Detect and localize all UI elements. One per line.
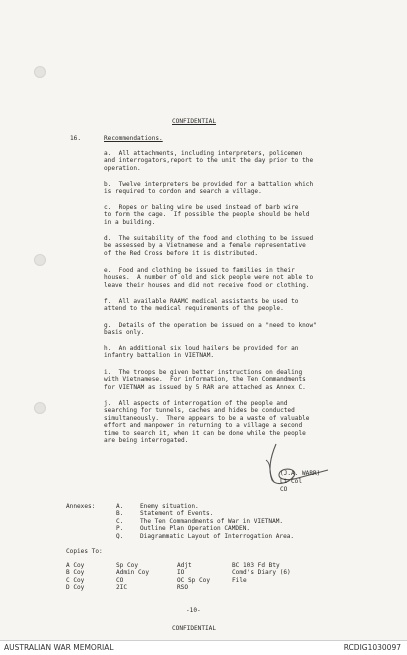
page-number: -10- (186, 607, 201, 614)
annex-letter: B. (116, 510, 124, 518)
annex-letter: C. (116, 517, 124, 525)
copy-recipient: 2IC (116, 584, 128, 592)
annex-title: Diagrammatic Layout of Interrogation Area. (140, 532, 295, 540)
copy-recipient: D Coy (66, 584, 85, 592)
paragraph-line: b. Twelve interpreters be provided for a battalion which (104, 181, 314, 188)
signature-name: (J.A. WARR) (280, 470, 321, 477)
classification-header: CONFIDENTIAL (172, 118, 217, 125)
paragraph-line: searching for tunnels, caches and hides be conducted (104, 407, 295, 415)
paragraph-line: time to search it, when it can be done while the people (104, 429, 306, 437)
paragraph-line: d. The suitability of the food and clothing to be issued (104, 235, 314, 242)
copy-recipient: CO (116, 576, 124, 584)
paragraph-line: f. All available RAAMC medical assistants be used to (104, 298, 299, 305)
paragraph-line: operation. (104, 164, 141, 172)
paragraph-line: of the Red Cross before it is distributed. (104, 249, 259, 257)
section-number: 16. (70, 135, 82, 142)
copy-recipient: IO (177, 569, 185, 577)
copy-recipient: Admin Coy (116, 569, 150, 577)
paragraph-line: j. All aspects of interrogation of the people and (104, 400, 288, 407)
copy-recipient: File (232, 576, 247, 584)
paragraph-line: g. Details of the operation be issued on a "need to know" (104, 322, 317, 329)
punch-hole (34, 66, 46, 78)
punch-hole (34, 402, 46, 414)
annex-letter: A. (116, 503, 124, 510)
copy-recipient: Sp Coy (116, 562, 139, 569)
copies-label: Copies To: (66, 548, 103, 555)
paragraph-line: basis only. (104, 329, 145, 337)
paragraph-line: c. Ropes or baling wire be used instead of barb wire (104, 204, 299, 211)
paragraph-line: leave their houses and did not receive food or clothing. (104, 281, 310, 289)
section-title: Recommendations. (104, 135, 163, 142)
paragraph-line: a. All attachments, including interpreters, policemen (104, 150, 303, 157)
paragraph-line: attend to the medical requirements of the people. (104, 305, 284, 313)
copy-recipient: A Coy (66, 562, 85, 569)
paragraph-line: is required to cordon and search a village. (104, 188, 262, 196)
paragraph-line: for VIETNAM as issued by 5 RAR are attached as Annex C. (104, 383, 306, 391)
annex-title: Enemy situation. (140, 503, 199, 510)
paragraph-line: are being interrogated. (104, 437, 189, 444)
annex-title: The Ten Commandments of War in VIETNAM. (140, 517, 284, 525)
copy-recipient: C Coy (66, 576, 85, 584)
footer-classification: CONFIDENTIAL (172, 625, 217, 632)
annex-title: Statement of Events. (140, 510, 214, 518)
paragraph-line: with Vietnamese. For information, the Ten Commandments (104, 376, 306, 384)
paragraph-line: h. An additional six loud hailers be provided for an (104, 345, 299, 352)
copy-recipient: Comd's Diary (6) (232, 569, 291, 577)
paragraph-line: in a building. (104, 218, 156, 226)
paragraph-line: be assessed by a Vietnamese and a female representative (104, 242, 306, 250)
signature-appointment: CO (280, 486, 288, 493)
paragraph-line: simultaneously. There appears to be a waste of valuable (104, 414, 310, 422)
paragraph-line: to form the cage. If possible the people should be held (104, 211, 310, 219)
annex-title: Outline Plan Operation CAMDEN. (140, 525, 251, 533)
paragraph-line: effort and manpower in returning to a village a second (104, 422, 303, 430)
copy-recipient: Adjt (177, 562, 192, 569)
paragraph-line: infantry battalion in VIETNAM. (104, 352, 215, 360)
copy-recipient: BC 103 Fd Bty (232, 562, 280, 569)
signature-rank: Lt Col (280, 478, 303, 485)
annex-letter: P. (116, 525, 124, 533)
copy-recipient: B Coy (66, 569, 85, 577)
annex-letter: Q. (116, 532, 124, 540)
copy-recipient: OC Sp Coy (177, 576, 211, 584)
punch-hole (34, 254, 46, 266)
paragraph-line: i. The troops be given better instructions on dealing (104, 369, 303, 376)
archive-id: RCDIG1030097 (343, 643, 401, 652)
archive-footer (0, 640, 407, 655)
paragraph-line: and interrogators,report to the unit the day prior to the (104, 157, 314, 165)
copy-recipient: RSO (177, 584, 189, 592)
signature-mark (258, 440, 338, 495)
paragraph-line: e. Food and clothing be issued to families in their (104, 267, 295, 274)
archive-name: AUSTRALIAN WAR MEMORIAL (4, 643, 114, 652)
annexes-label: Annexes: (66, 503, 96, 510)
paragraph-line: houses. A number of old and sick people were not able to (104, 274, 314, 282)
